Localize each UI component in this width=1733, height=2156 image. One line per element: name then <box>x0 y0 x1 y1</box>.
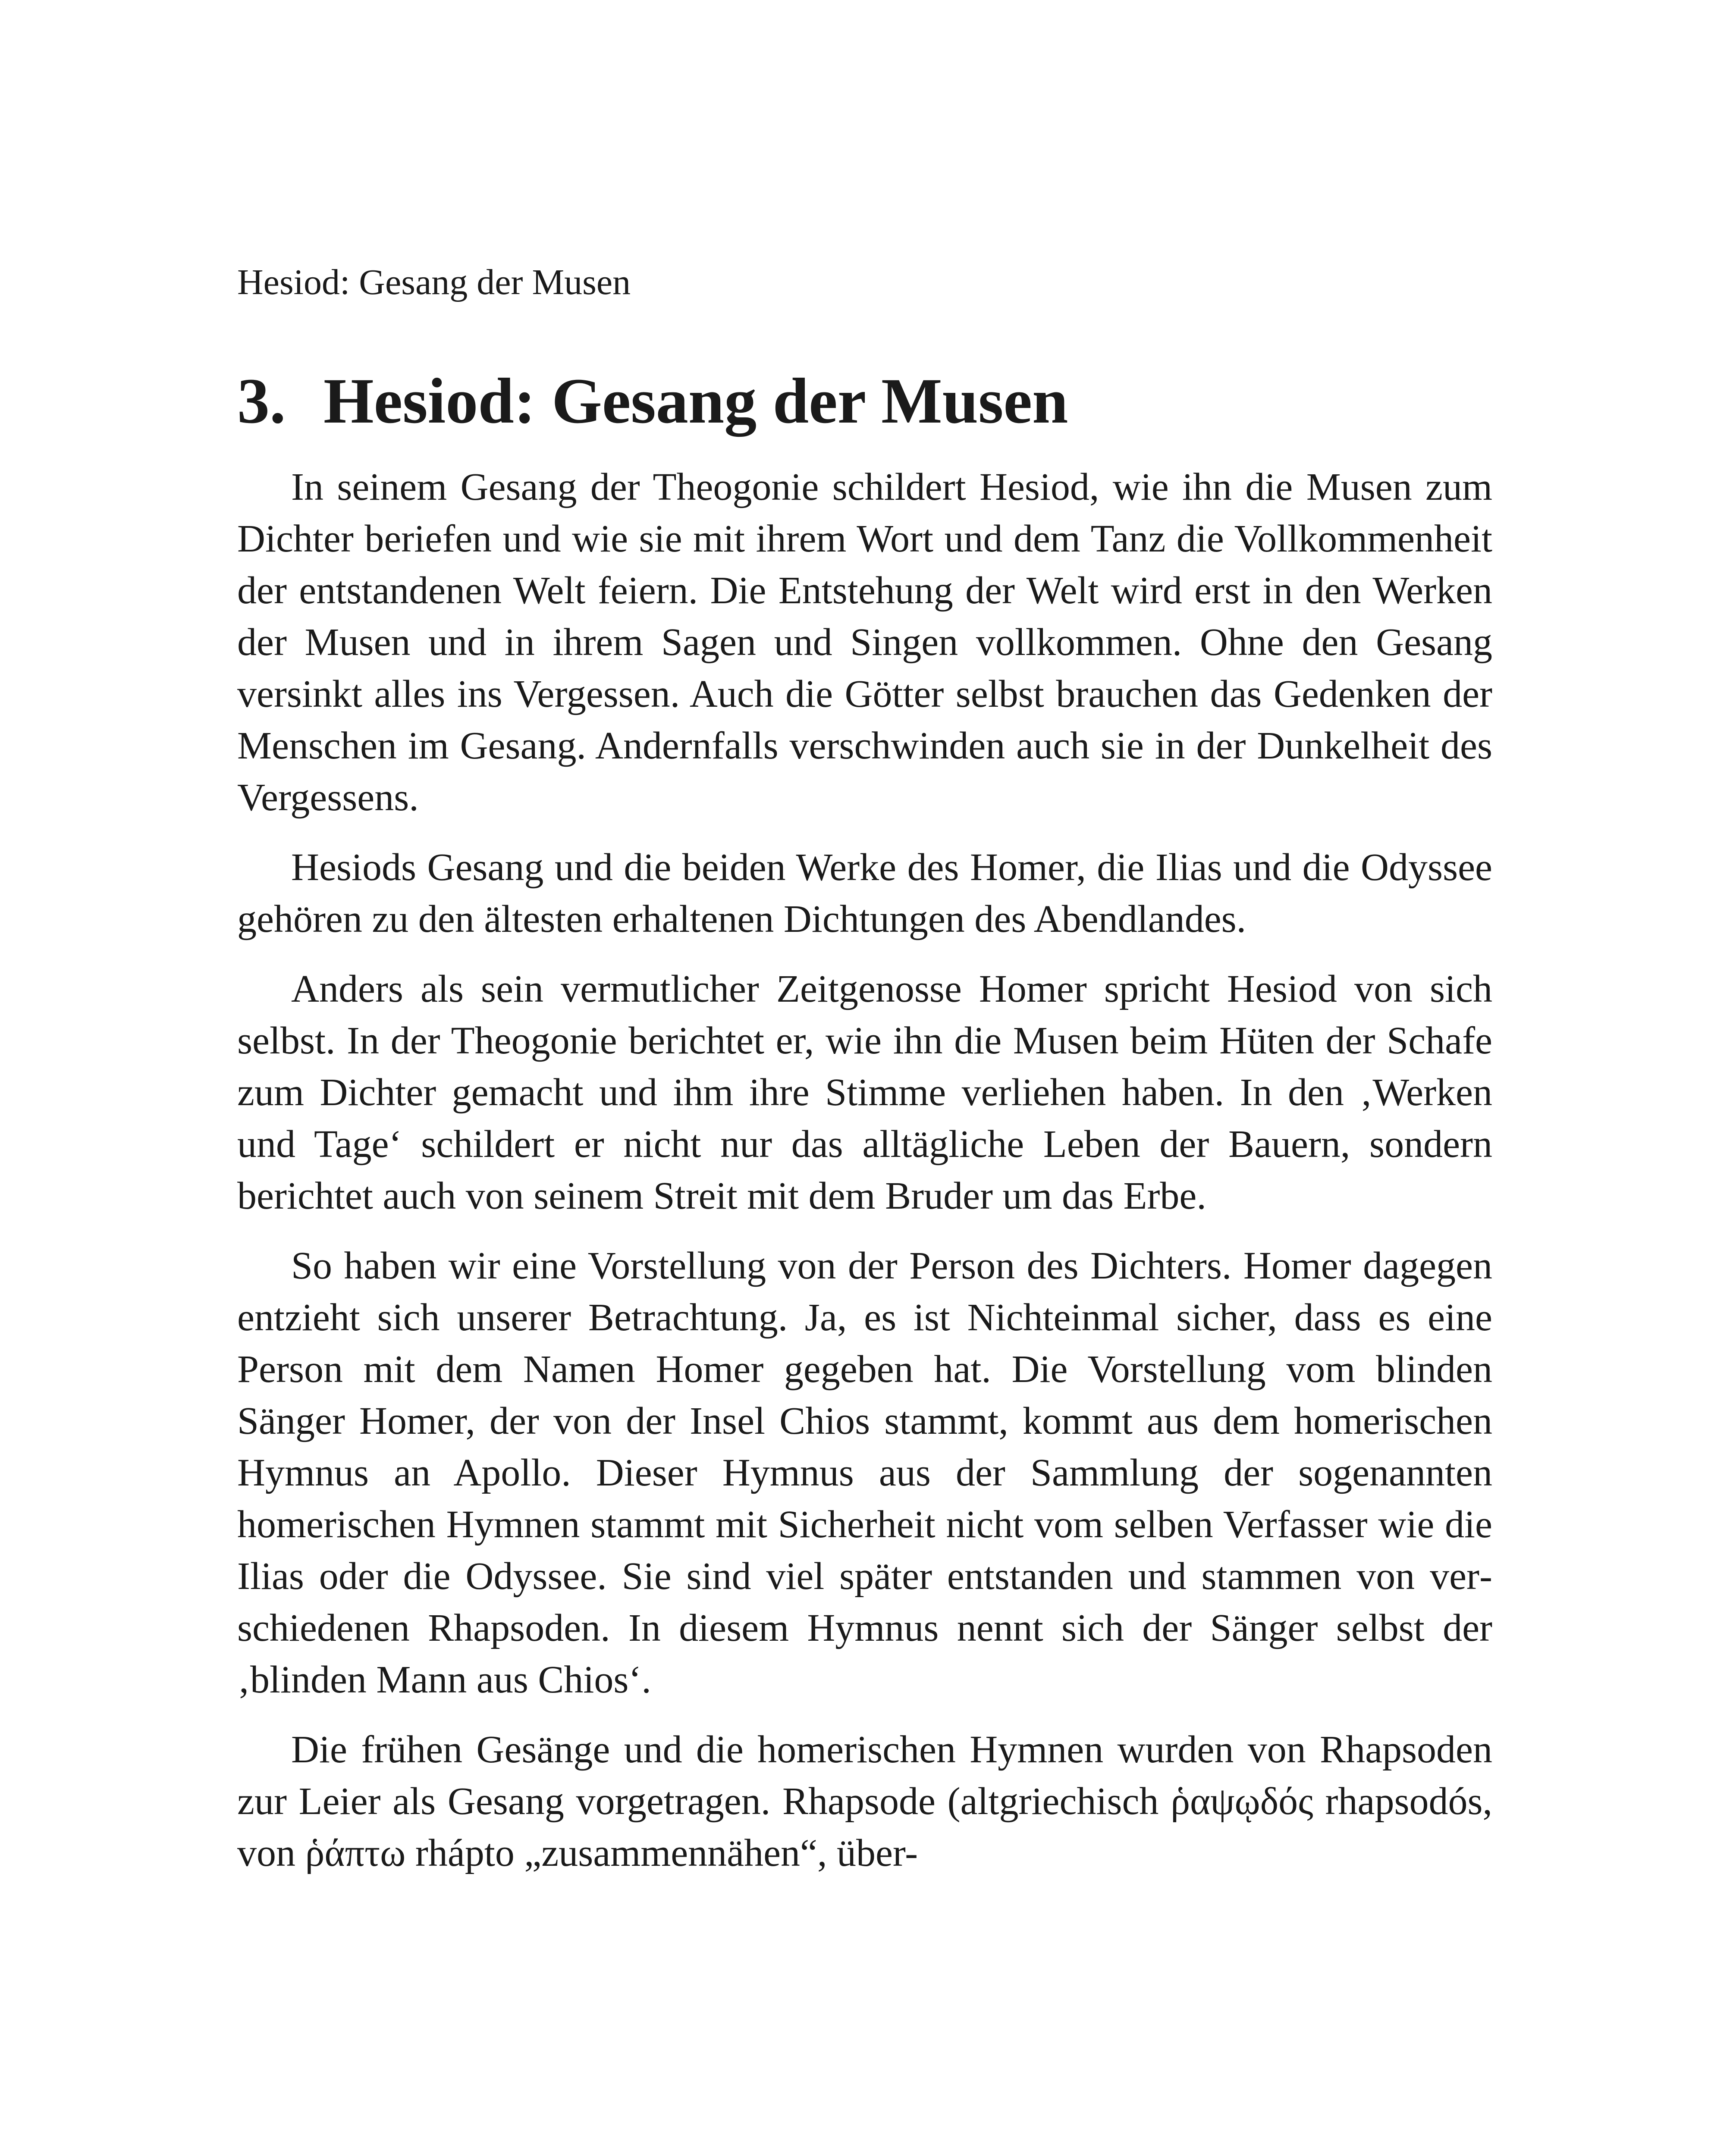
paragraph: In seinem Gesang der Theogonie schildert Hesiod, wie ihn die Musen zum Dichter beriefen und wie sie mit ihrem Wort und dem Tanz die Vollkommenheit der entstandenen Welt feiern. Die Entstehung der Welt wird erst in den Werken der Musen und in ihrem Sagen und Singen vollkommen. Ohne den Gesang versinkt alles ins Vergessen. Auch die Götter selbst brauchen das Gedenken der Menschen im Gesang. Andernfalls verschwinden auch sie in der Dunkelheit des Vergessens. <box>237 466 1492 819</box>
chapter-number: 3. <box>237 365 286 437</box>
running-header: Hesiod: Gesang der Musen <box>237 262 631 302</box>
paragraph: Hesiods Gesang und die beiden Werke des Homer, die Ilias und die Odyssee gehören zu den ältesten erhaltenen Dichtungen des Abendlandes. <box>237 846 1492 940</box>
body-text <box>237 461 1492 1897</box>
chapter-title-text: Hesiod: Gesang der Musen <box>323 365 1068 437</box>
paragraph: So haben wir eine Vorstellung von der Person des Dichters. Homer dagegen entzieht sich unserer Betrachtung. Ja, es ist Nichteinmal sicher, dass es eine Person mit dem Namen Homer gegeben hat. Die Vorstellung vom blinden Sänger Homer, der von der Insel Chios stammt, kommt aus dem homerischen Hymnus an Apollo. Dieser Hymnus aus der Sammlung der sogenannten homerischen Hymnen stammt mit Sicherheit nicht vom selben Verfasser wie die Ilias oder die Odyssee. Sie sind viel später entstanden und stammen von verschiedenen Rhapsoden. In diesem Hymnus nennt sich der Sänger selbst der ‚blinden Mann aus Chios‘. <box>237 1244 1492 1701</box>
paragraph: Anders als sein vermutlicher Zeitgenosse Homer spricht Hesiod von sich selbst. In der Theogonie berichtet er, wie ihn die Musen beim Hüten der Schafe zum Dichter gemacht und ihm ihre Stimme verliehen haben. In den ‚Werken und Tage‘ schildert er nicht nur das alltägliche Leben der Bauern, sondern berichtet auch von seinem Streit mit dem Bruder um das Erbe. <box>237 968 1492 1217</box>
paragraph: Die frühen Gesänge und die homerischen Hymnen wurden von Rhapsoden zur Leier als Gesang vorgetragen. Rhapsode (altgriechisch ῥαψῳδός rhapsodós, von ῥάπτω rhápto „zusammennähen“, über- <box>237 1728 1492 1874</box>
chapter-title <box>237 362 1068 440</box>
